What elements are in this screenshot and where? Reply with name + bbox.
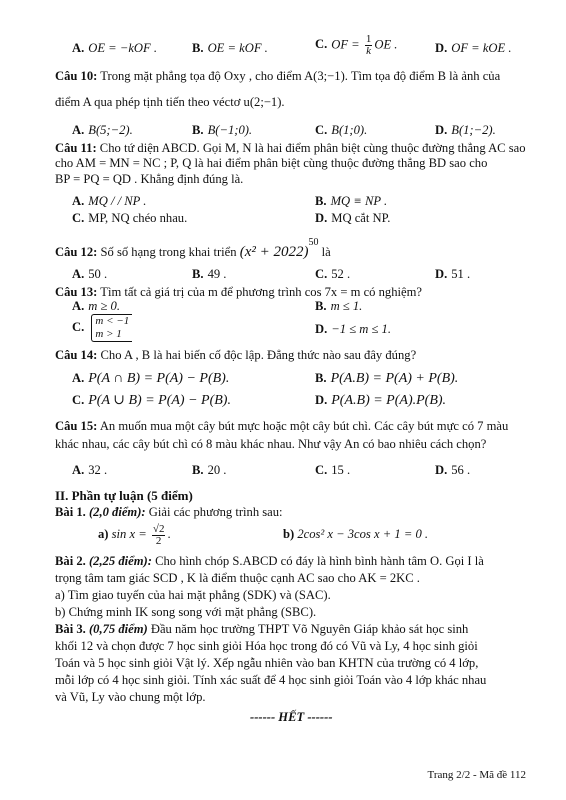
q11-option-b	[315, 193, 387, 209]
option-letter: B.	[315, 371, 327, 385]
option-text: MQ / / NP .	[88, 194, 147, 208]
option-letter: A.	[72, 267, 85, 281]
option-letter: B.	[192, 267, 204, 281]
option-letter: A.	[72, 463, 85, 477]
q10-option-c	[315, 122, 367, 138]
bai3-line-3	[55, 655, 478, 671]
option-letter: D.	[435, 463, 448, 477]
equation-lhs: sin x =	[111, 527, 147, 541]
q15-option-a	[72, 462, 107, 478]
option-text-pre: OF =	[331, 37, 363, 52]
subpart-label: a)	[98, 527, 109, 541]
option-text: 50 .	[88, 267, 108, 281]
option-text: OE = kOF .	[207, 41, 268, 55]
option-letter: D.	[435, 267, 448, 281]
option-text: B(5;−2).	[88, 123, 133, 137]
fraction-numerator: 1	[365, 33, 372, 45]
condition-2: m > 1	[95, 328, 122, 340]
option-letter: B.	[192, 463, 204, 477]
q9-option-c	[315, 34, 397, 57]
bai2-part-b	[55, 604, 316, 620]
q10-option-a	[72, 122, 133, 138]
question-text: Tìm tất cả giá trị của m để phương trình cos 7x = m có nghiệm?	[100, 285, 422, 299]
question-text: BP = PQ = QD . Khẳng định đúng là.	[55, 172, 244, 186]
option-letter: D.	[435, 41, 448, 55]
question-text: Trong mặt phẳng tọa độ Oxy , cho điểm A(3;−1). Tìm tọa độ điểm B là ảnh của	[100, 69, 501, 83]
problem-text: Giải các phương trình sau:	[148, 505, 283, 519]
q12-option-c	[315, 266, 350, 282]
question-text: cho AM = MN = NC ; P, Q là hai điểm phân biệt cùng thuộc đường thẳng BD sao cho	[55, 156, 488, 170]
question-text: Cho tứ diện ABCD. Gọi M, N là hai điểm phân biệt cùng thuộc đường thẳng AC sao	[99, 141, 526, 155]
problem-text: Đầu năm học trường THPT Võ Nguyên Giáp khảo sát học sinh	[150, 622, 469, 636]
problem-label: Bài 3.	[55, 622, 86, 636]
q11-option-d	[315, 210, 390, 226]
option-text: 32 .	[88, 463, 108, 477]
question-label: Câu 12:	[55, 245, 98, 260]
question-text: Số số hạng trong khai triển	[100, 245, 237, 260]
q12-option-a	[72, 266, 107, 282]
option-letter: A.	[72, 371, 85, 385]
q12-line-1	[55, 238, 331, 263]
option-text: m ≥ 0.	[88, 299, 120, 313]
q13-option-b	[315, 298, 362, 314]
question-label: Câu 13:	[55, 285, 98, 299]
option-text: MP, NQ chéo nhau.	[88, 211, 188, 225]
q12-option-d	[435, 266, 470, 282]
option-text: B(−1;0).	[207, 123, 253, 137]
problem-label: Bài 1.	[55, 505, 86, 519]
q10-line-2	[55, 94, 285, 110]
fraction-denominator: 2	[155, 534, 162, 547]
option-letter: C.	[315, 463, 328, 477]
subpart-label: b)	[283, 527, 295, 541]
q11-option-a	[72, 193, 146, 209]
q11-line-1	[55, 140, 526, 156]
bracket-system	[91, 314, 132, 342]
option-text: OE = −kOF .	[88, 41, 158, 55]
bai1-heading	[55, 504, 283, 520]
question-text: là	[321, 245, 331, 260]
q15-option-d	[435, 462, 470, 478]
problem-text: Toán và 5 học sinh giỏi Vật lý. Xếp ngẫu nhiên vào ban KHTN của trường có 4 lớp,	[55, 656, 479, 670]
fraction-numerator: √2	[152, 522, 165, 535]
q13-option-c	[72, 314, 132, 342]
bai1-part-a: a) sin x = $\frac{√2}{2}$ .	[98, 522, 171, 547]
question-label: Câu 11:	[55, 141, 97, 155]
problem-text: mỗi lớp có 4 học sinh giỏi. Tính xác suất để 4 học sinh giỏi Toán vào 4 lớp khác nhau	[55, 673, 487, 687]
option-text: 15 .	[331, 463, 351, 477]
equation: 2cos² x − 3cos x + 1 = 0 .	[297, 527, 429, 541]
problem-text: trọng tâm tam giác SCD , K là điểm thuộc cạnh AC sao cho AK = 2KC .	[55, 571, 420, 585]
problem-score: (2,0 điểm):	[88, 505, 146, 519]
q15-option-c	[315, 462, 350, 478]
option-letter: C.	[315, 123, 328, 137]
question-text: điểm A qua phép tịnh tiến theo véctơ u(2;−1).	[55, 95, 285, 109]
option-letter: C.	[72, 393, 85, 407]
option-text: −1 ≤ m ≤ 1.	[331, 322, 392, 336]
question-label: Câu 14:	[55, 348, 98, 362]
q10-line-1	[55, 68, 500, 84]
subpart-text: b) Chứng minh IK song song với mặt phẳng (SBC).	[55, 605, 317, 619]
option-text: 52 .	[331, 267, 351, 281]
option-text: m ≤ 1.	[330, 299, 363, 313]
q14-option-c	[72, 392, 231, 409]
question-label: Câu 10:	[55, 69, 98, 83]
q15-option-b	[192, 462, 226, 478]
question-text: An muốn mua một cây bút mực hoặc một cây bút chì. Các cây bút mực có 7 màu	[99, 419, 509, 433]
q12-option-b	[192, 266, 226, 282]
section-title: II. Phần tự luận (5 điểm)	[55, 488, 193, 503]
q11-line-2	[55, 155, 487, 171]
q14-option-a	[72, 370, 229, 387]
option-text: 51 .	[451, 267, 471, 281]
q14-option-d	[315, 392, 446, 409]
problem-text: khối 12 và chọn được 7 học sinh giỏi Hóa học trong đó có Vũ và Ly, 4 học sinh giỏi	[55, 639, 478, 653]
option-text: 56 .	[451, 463, 471, 477]
q15-line-1	[55, 418, 508, 434]
option-letter: D.	[315, 211, 328, 225]
option-letter: C.	[72, 211, 85, 225]
option-text: P(A ∩ B) = P(A) − P(B).	[88, 371, 230, 386]
q13-option-a	[72, 298, 120, 314]
option-text-post: OE .	[374, 37, 398, 52]
bai1-part-b	[283, 526, 428, 542]
option-letter: B.	[315, 299, 327, 313]
option-text: MQ ≡ NP .	[330, 194, 388, 208]
option-letter: B.	[192, 41, 204, 55]
problem-score: (0,75 điểm)	[88, 622, 148, 636]
bai2-part-a	[55, 587, 331, 603]
option-text: P(A.B) = P(A) + P(B).	[330, 371, 459, 386]
bai2-line-2	[55, 570, 420, 586]
bai3-line-2	[55, 638, 478, 654]
option-letter: B.	[192, 123, 204, 137]
option-letter: A.	[72, 194, 85, 208]
problem-label: Bài 2.	[55, 554, 86, 568]
q11-option-c	[72, 210, 187, 226]
q14-option-b	[315, 370, 458, 387]
option-letter: D.	[435, 123, 448, 137]
option-letter: C.	[72, 319, 85, 334]
question-text: Cho A , B là hai biến cố độc lập. Đẳng thức nào sau đây đúng?	[100, 348, 417, 362]
option-text: OF = kOE .	[451, 41, 512, 55]
option-text: 49 .	[207, 267, 227, 281]
page-footer: Trang 2/2 - Mã đề 112	[427, 769, 526, 781]
end-mark: ------ HẾT ------	[250, 710, 333, 724]
option-text: P(A ∪ B) = P(A) − P(B).	[88, 393, 231, 408]
condition-1: m < −1	[95, 315, 130, 327]
expression: (x² + 2022)	[239, 244, 309, 261]
question-label: Câu 15:	[55, 419, 98, 433]
bai2-line-1	[55, 553, 484, 569]
q9-option-b	[192, 40, 268, 56]
option-letter: D.	[315, 322, 328, 336]
q10-option-d	[435, 122, 496, 138]
question-text: khác nhau, các cây bút chì có 8 màu khác nhau. Như vậy An có bao nhiêu cách chọn?	[55, 437, 487, 451]
problem-text: Cho hình chóp S.ABCD có đáy là hình bình hành tâm O. Gọi I là	[155, 554, 484, 568]
fraction	[152, 524, 166, 547]
option-letter: C.	[315, 37, 328, 52]
bai3-line-4	[55, 672, 486, 688]
option-letter: C.	[315, 267, 328, 281]
q15-line-2	[55, 436, 486, 452]
q10-option-b	[192, 122, 252, 138]
option-text: 20 .	[207, 463, 227, 477]
subpart-text: a) Tìm giao tuyến của hai mặt phẳng (SDK) và (SAC).	[55, 588, 331, 602]
q9-option-d	[435, 40, 512, 56]
q13-option-d	[315, 321, 391, 337]
bai3-line-5	[55, 689, 206, 705]
fraction	[365, 34, 373, 57]
q14-line-1	[55, 347, 416, 363]
q9-option-a	[72, 40, 157, 56]
option-letter: A.	[72, 299, 85, 313]
problem-text: và Vũ, Ly vào chung một lớp.	[55, 690, 206, 704]
fraction-denominator: k	[366, 45, 372, 57]
option-letter: A.	[72, 123, 85, 137]
exponent: 50	[308, 237, 319, 248]
q11-line-3	[55, 171, 243, 187]
bai3-line-1	[55, 621, 468, 637]
option-letter: D.	[315, 393, 328, 407]
option-letter: A.	[72, 41, 85, 55]
option-text: MQ cắt NP.	[331, 211, 391, 225]
option-text: B(1;0).	[331, 123, 368, 137]
option-text: P(A.B) = P(A).P(B).	[331, 393, 447, 408]
option-text: B(1;−2).	[451, 123, 496, 137]
option-letter: B.	[315, 194, 327, 208]
problem-score: (2,25 điểm):	[88, 554, 152, 568]
